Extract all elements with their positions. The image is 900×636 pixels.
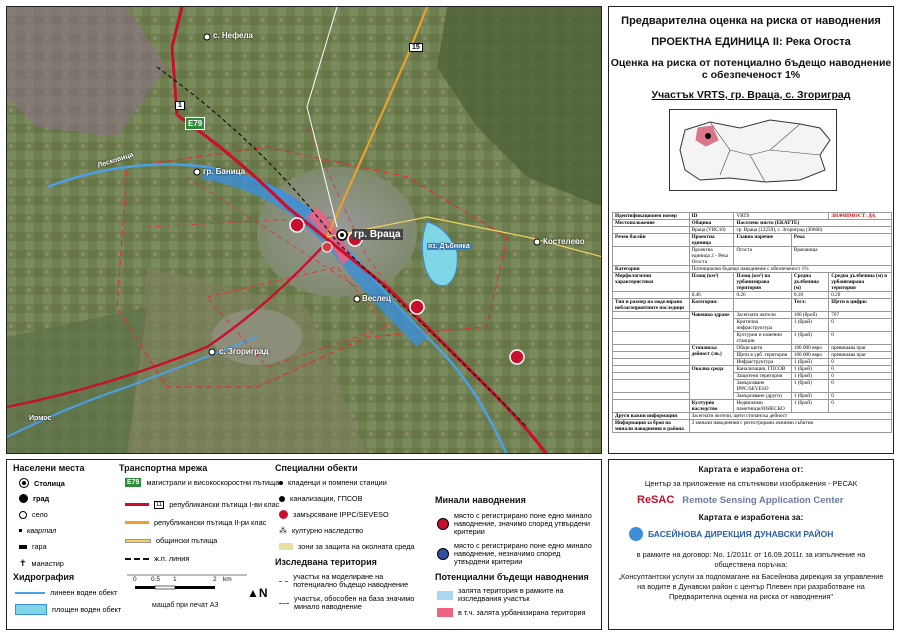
cell: Проектна единица 2 - Река Огоста [689,247,734,266]
legend-panel [6,459,602,630]
legend-item [279,494,362,503]
cell: Населено място (ЕКАТТЕ) [734,220,892,227]
row-label: Идентификационен номер [613,213,690,220]
group-label: Околна среда [689,366,734,400]
cell: 1 (брой) [791,400,828,413]
village-label: с. Нефела [213,31,253,40]
row-label: Категория [613,266,690,273]
insignificant-flood-icon [437,548,449,560]
cell: Площ (км²) на урбанизирана територия [734,273,791,292]
road-1-shield: 1 [175,101,185,110]
cell: 0 [829,373,892,380]
cell: 0.18 [791,292,828,299]
sewage-icon [279,496,285,502]
legend-label: Столица [34,478,65,488]
row-label: Речен басейн [613,234,690,247]
cell: Река [791,234,891,247]
cell: Врачаница [791,247,891,266]
legend-item [279,510,389,519]
legend-label: град [33,494,50,503]
row-label: Тип и размер на моделирано неблагоприятните последици [613,299,690,312]
cell: 3 минали наводнения с регистрирани значими събития [689,420,891,433]
resac-logo-text: ReSAC [637,494,675,506]
legend-label: ж.п. линия [154,554,190,563]
location-inset-map [669,109,837,191]
cell: Щети в цифри: [829,299,892,312]
scale-caption: мащаб при печат A3 [152,602,219,609]
special-heading: Специални обекти [275,463,358,473]
past-flood-marker[interactable] [510,350,524,364]
flooded-area-icon [437,591,453,600]
legend-item [279,526,363,535]
legend-label: участък на моделиране на потенциално бъдещо наводнение [293,572,409,589]
attribute-table [612,212,892,433]
cell: Проектна единица [689,234,734,247]
scale-bar [127,572,267,606]
cell: 0 [829,380,892,393]
road1-icon [125,503,149,506]
legend-label: кладенци и помпени станции [288,478,387,487]
cell: 0 [829,359,892,366]
made-for-heading: Картата е изработена за: [698,512,804,522]
center-name: Център за приложение на спътникови изображения - РЕСАК [644,479,858,488]
group-label: Стопанска дейност (лв.) [689,345,734,366]
cell: Враца (VRC10) [689,227,734,234]
pollution-icon [279,510,288,519]
modelled-section-icon [279,581,288,582]
cell: Защитени територии [734,373,791,380]
legend-item [125,518,266,527]
cell: гр. Враца (12259), с. Згориград (30606) [734,227,892,234]
city-label: гр. Враца [354,229,401,240]
cell: Засегнати жители, щети стопанска дейност [689,413,891,420]
cell: 0 [829,319,892,332]
legend-item [279,542,415,551]
made-by-heading: Картата е изработена от: [698,464,804,474]
road2-icon [125,521,149,524]
future-heading: Потенциални бъдещи наводнения [435,572,589,582]
group-label: Културно наследство [689,400,734,413]
heritage-icon: ⁂ [279,526,287,535]
legend-label: зони за защита на околната среда [298,542,415,551]
legend-label: линеен воден обект [50,588,118,597]
river-label-2: Ирмос [29,415,52,422]
area-water-icon [15,604,47,615]
hydro-heading: Хидрография [13,572,75,582]
cell: Огоста [734,247,791,266]
row-label: Други важни информации [613,413,690,420]
scale-tick: 1 [173,576,177,583]
legend-item [437,587,597,603]
legend-item [19,526,56,535]
quarter-icon [19,529,22,532]
past-flood-marker[interactable] [290,218,304,232]
cell: Средна дълбочина (м) в урбанизирана територия [829,273,892,292]
cell: 0 [829,400,892,413]
legend-label: манастир [31,559,64,568]
scale-tick: 0.5 [151,576,161,583]
legend-item [279,478,387,487]
road1-shield-icon: 11 [156,501,163,508]
cell: Потенциално бъдещо наводнение с обезпеченост 1% [689,266,891,273]
village-label: Костелево [543,237,585,246]
legend-item [437,542,597,566]
e79-shield: E79 [185,117,205,130]
scale-tick: 0 [133,576,137,583]
legend-item [19,478,65,488]
north-arrow-icon: ▲N [247,586,268,600]
pollution-marker[interactable] [322,242,332,252]
cell: 0.20 [829,292,892,299]
line-water-icon [15,592,45,594]
cell: Средна дълбочина (м) [791,273,828,292]
legend-item [125,536,217,545]
cell: 100 (брой) [791,312,828,319]
cell: 0 [829,366,892,373]
cell: 1 (брой) [791,332,828,345]
local-road-icon [125,539,151,543]
legend-item [279,573,429,589]
town-icon [19,494,28,503]
legend-label: залята територия в рамките на изследвания участък [458,586,564,603]
legend-item [15,604,121,615]
village-symbol [354,296,360,302]
cell: Канализации, ГПСОВ [734,366,791,373]
satellite-map [7,7,602,454]
legend-item [125,500,279,509]
legend-label: общински пътища [156,536,218,545]
cell: Община [689,220,734,227]
legend-label: културно наследство [292,526,364,535]
legend-label: място с регистрирано поне едно минало наводнение, незначимо според утвърдени критерии [454,541,592,566]
legend-item [125,554,189,563]
scale-unit: km [223,576,232,583]
cell: Културни и поменни станции [734,332,791,345]
cell: Засегнати жители [734,312,791,319]
info-panel [608,6,894,454]
cell: 1 (брой) [791,373,828,380]
rail-icon [125,558,149,560]
cell: Щети в урб. територии [734,352,791,359]
village-icon [19,511,27,519]
cell: ID [689,213,734,220]
bddr-logo [629,527,833,541]
cell: VRTS [734,213,829,220]
cell: Площ (км²) [689,273,734,292]
road-15-shield: 15 [409,43,423,52]
study-heading: Изследвана територия [275,557,377,567]
section-name: Участък VRTS, гр. Враца, с. Згориград [651,89,851,101]
cell: Тегл: [791,299,828,312]
cell: 0 [829,393,892,400]
cell: превишава праг [829,345,892,352]
assessment-subtitle: Оценка на риска от потенциално бъдещо наводнение с обезпеченост 1% [610,57,892,81]
cell: 1 (брой) [791,393,828,400]
legend-item [15,588,117,597]
cell: 100 000 евро [791,352,828,359]
cell: 0.26 [734,292,791,299]
bddr-name: БАСЕЙНОВА ДИРЕКЦИЯ ДУНАВСКИ РАЙОН [648,529,834,539]
village-label: Веслец [362,294,391,303]
legend-label: канализации, ГПСОВ [290,494,363,503]
village-symbol [194,169,200,175]
legend-item [19,542,47,551]
legend-label: място с регистрирано поне едно минало наводнение, значимо според утвърдени критерии [454,511,592,536]
transport-heading: Транспортна мрежа [119,463,208,473]
river-label: Лесковица [96,151,135,170]
cell: 0.46 [689,292,734,299]
past-heading: Минали наводнения [435,495,526,505]
resac-logo [637,494,843,506]
well-icon [279,481,283,485]
dam-label: яз. Дъбника [428,243,470,250]
cell: 100 000 евро [791,345,828,352]
cell: 707 [829,312,892,319]
cell: Категория: [689,299,734,312]
monastery-icon: ✝ [19,558,27,568]
legend-label: село [32,510,48,519]
cell: 1 (брой) [791,366,828,373]
legend-label: площен воден обект [52,605,122,614]
legend-label: републикански пътища I-ви клас [169,500,280,509]
cell: 1 (брой) [791,380,828,393]
village-label: с. Згориград [219,347,269,356]
cell: превишава праг [829,352,892,359]
e79-icon: E79 [127,479,140,486]
scale-tick: 2 [213,576,217,583]
significance-cell: ЗНАЧИМОСТ: ДА [829,213,892,220]
legend-label: замърсяване IPPC/SEVESO [293,510,389,519]
past-section-icon [279,603,289,604]
legend-label: в т.ч. залята урбанизирана територия [458,607,586,617]
bulgaria-outline [670,110,836,190]
contract-text: в рамките на договор: No. 1/2011г. от 16.09.2011г. за изпълнение на обществена поръчка: [636,550,866,569]
cell: 0 [829,332,892,345]
legend-item [19,494,49,503]
row-label: Информация за броя на минали наводнения в района [613,420,690,433]
legend-label: участък, обособен на база значимо минало наводнение [293,594,415,611]
cell: Замърсяване IPPC/SEVESO [734,380,791,393]
row-label: Местоположение [613,220,690,227]
village-symbol [204,34,210,40]
village-symbol [209,349,215,355]
bddr-logo-icon [629,527,643,541]
legend-item [279,595,429,611]
panel-title: Предварителна оценка на риска от наводнения [621,15,881,27]
legend-label: квартал [27,526,57,535]
cell: 1 (брой) [791,359,828,366]
task-text: „Консултантски услуги за подпомагане на Басейнова дирекция за управление на водите в Дунавски район с център Плевен при разработване на Предварителна оценка на риска от наводнения" [618,572,884,601]
city-symbol-dot [340,233,344,237]
cell: Недвижими паметници/ЮНЕСКО [734,400,791,413]
cell: Инфраструктура [734,359,791,366]
protected-zone-icon [279,543,293,550]
legend-label: гара [32,542,47,551]
legend-item [437,512,597,536]
cell: Замърсяване (други) [734,393,791,400]
legend-item [19,558,64,569]
cell: Общи щети [734,345,791,352]
resac-full-name: Remote Sensing Application Center [682,494,844,506]
project-unit: ПРОЕКТНА ЕДИНИЦА II: Река Огоста [651,36,851,48]
legend-label: републикански пътища II-ри клас [154,518,267,527]
past-flood-marker[interactable] [410,300,424,314]
cell: Главно поречие [734,234,791,247]
village-label: гр. Баница [203,167,246,176]
settlements-heading: Населени места [13,463,85,473]
capital-icon [19,478,29,488]
legend-item [19,510,48,519]
map-frame[interactable] [6,6,602,454]
village-symbol [534,239,540,245]
legend-label: магистрали и високоскоростни пътища [146,477,280,487]
significant-flood-icon [437,518,449,530]
group-label: Човешко здраве [689,312,734,345]
cell: 1 (брой) [791,319,828,332]
legend-item [125,478,279,487]
cell: Критична инфраструктура [734,319,791,332]
flooded-urban-icon [437,608,453,617]
legend-item [437,608,597,617]
row-label: Морфологични характеристики [613,273,690,292]
station-icon [19,545,27,549]
credits-panel [608,459,894,630]
